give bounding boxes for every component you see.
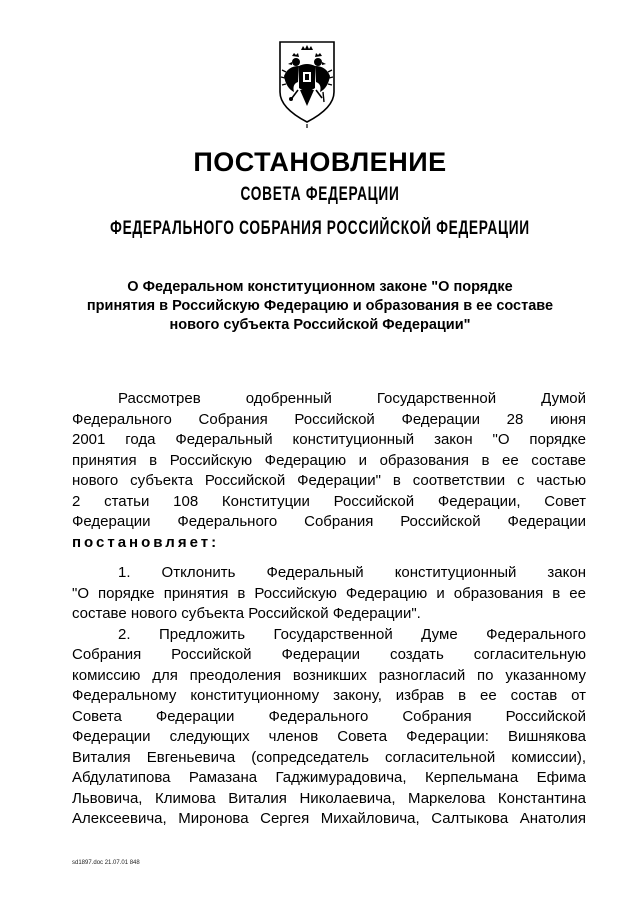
preamble-paragraph xyxy=(72,389,586,553)
text-line: Федерации Федерального Собрания Российской Федерации xyxy=(72,513,586,530)
item-2-line: комиссию для преодоления возникших разногласий по указанному xyxy=(72,666,586,684)
document-id-footer: sd1897.doc 21.07.01 848 xyxy=(72,860,140,866)
item-1-line: составе нового субъекта Российской Федерации". xyxy=(72,605,421,622)
text-line: 2 статьи 108 Конституции Российской Федерации, Совет xyxy=(72,492,586,510)
resolution-heading xyxy=(60,278,580,335)
text-line: 2001 года Федеральный конституционный закон "О порядке xyxy=(72,431,586,448)
resolves-word: постановляет: xyxy=(72,533,220,551)
item-2-line: Алексеевича, Миронова Сергея Михайловича, Салтыкова Анатолия xyxy=(72,810,586,827)
text-line: нового субъекта Российской Федерации" в соответствии с частью xyxy=(72,472,586,489)
item-2-line: Совета Федерации Федерального Собрания Российской xyxy=(72,707,586,725)
text-line: принятия в Российскую Федерацию и образования в ее составе xyxy=(72,451,586,469)
heading-line: нового субъекта Российской Федерации" xyxy=(169,317,471,333)
issuer-line-1: СОВЕТА ФЕДЕРАЦИИ xyxy=(240,184,400,205)
item-2-line: Львовича, Климова Виталия Николаевича, Маркелова Константина xyxy=(72,789,586,807)
item-2-line: Абдулатипова Рамазана Гаджимурадовича, Керпельмана Ефима xyxy=(72,769,586,786)
item-1-line: 1. Отклонить Федеральный конституционный закон xyxy=(118,564,586,581)
item-2-line: Федеральному конституционному закону, избрав в ее состав от xyxy=(72,687,586,704)
heading-line: принятия в Российскую Федерацию и образования в ее составе xyxy=(86,298,554,314)
document-title: ПОСТАНОВЛЕНИЕ xyxy=(193,147,447,177)
item-2-line: Федерации следующих членов Совета Федерации: Вишнякова xyxy=(72,728,586,745)
text-line: Федерального Собрания Российской Федерации 28 июня xyxy=(72,410,586,428)
text-line: Рассмотрев одобренный Государственной Думой xyxy=(118,390,586,407)
item-1-line: "О порядке принятия в Российскую Федерацию и образования в ее xyxy=(72,584,586,602)
coat-of-arms-icon xyxy=(274,36,340,128)
item-2-line: 2. Предложить Государственной Думе Федерального xyxy=(118,625,586,643)
heading-line: О Федеральном конституционном законе "О порядке xyxy=(127,279,513,295)
resolution-items xyxy=(72,563,586,830)
issuer-line-2: ФЕДЕРАЛЬНОГО СОБРАНИЯ РОССИЙСКОЙ ФЕДЕРАЦИИ xyxy=(110,218,530,239)
item-2-line: Собрания Российской Федерации создать согласительную xyxy=(72,646,586,663)
item-2-line: Виталия Евгеньевича (сопредседатель согласительной комиссии), xyxy=(72,748,586,766)
